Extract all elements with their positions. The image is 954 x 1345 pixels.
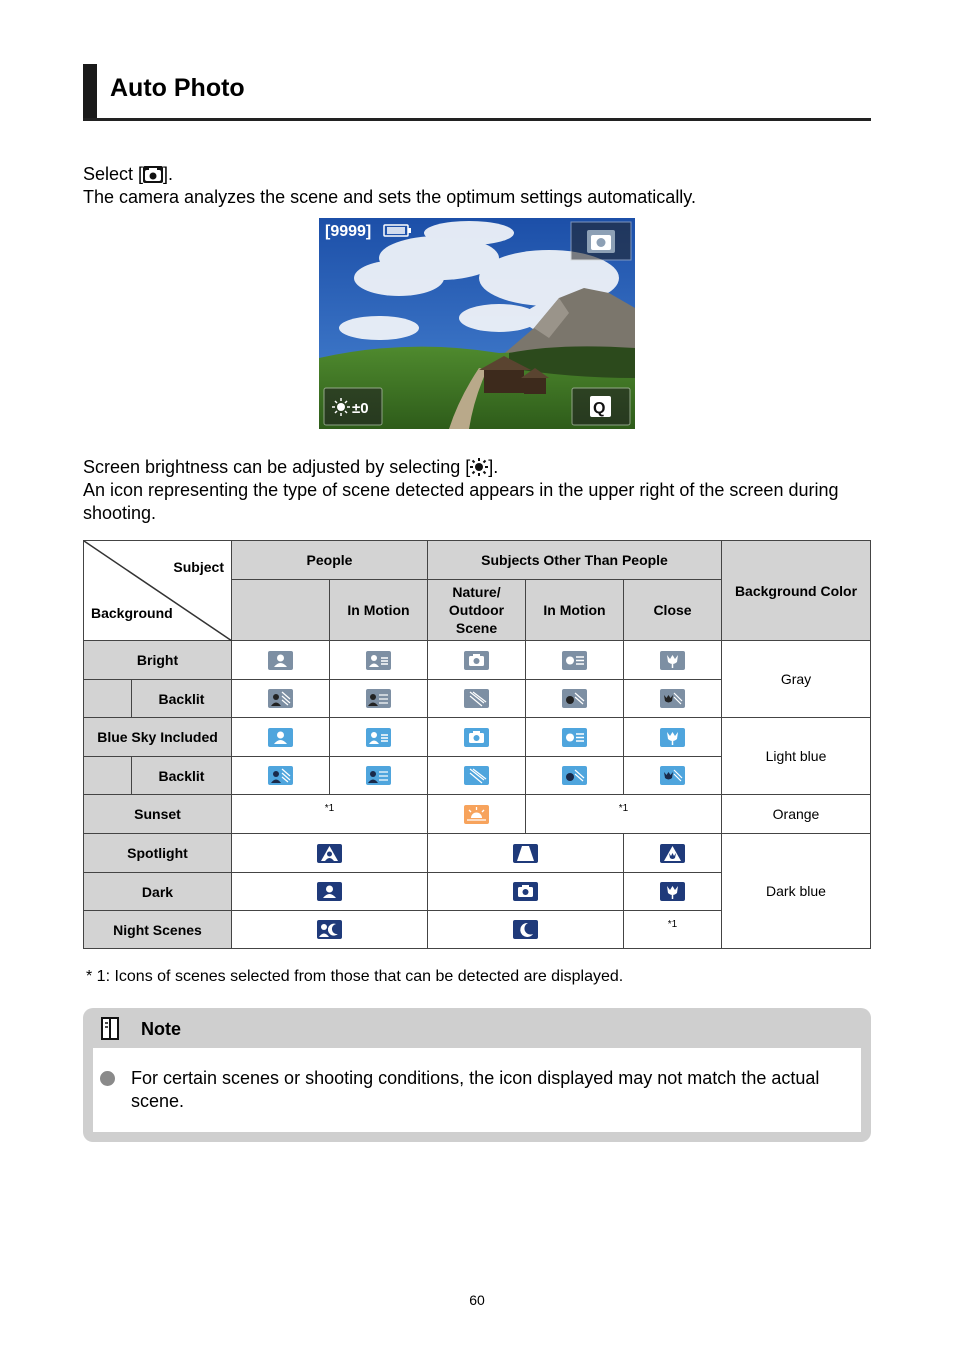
col-close: Close [624, 580, 722, 641]
object-motion-backlit-icon [562, 689, 587, 708]
bgcolor-dark-blue: Dark blue [722, 834, 871, 949]
page-number: 60 [469, 1292, 485, 1308]
macro-flower-icon [660, 728, 685, 747]
portrait-icon [268, 728, 293, 747]
portrait-motion-backlit-icon [366, 689, 391, 708]
portrait-backlit-icon [268, 766, 293, 785]
note-title: Note [141, 1019, 181, 1039]
macro-backlit-icon [660, 766, 685, 785]
intro-description: The camera analyzes the scene and sets the optimum settings automatically. [83, 187, 696, 207]
brightness-instruction [83, 456, 498, 479]
select-prefix: Select [ [83, 164, 144, 184]
select-instruction [83, 163, 173, 186]
row-bright-spacer [84, 680, 132, 718]
object-motion-icon [562, 651, 587, 670]
corner-background-label: Background [91, 605, 173, 621]
row-blue-sky: Blue Sky Included [84, 718, 232, 757]
col-other-subjects: Subjects Other Than People [428, 541, 722, 580]
col-people-still [232, 580, 330, 641]
brightness-prefix: Screen brightness can be adjusted by selecting [ [83, 457, 471, 477]
sunset-others-cell [526, 795, 722, 834]
col-background-color: Background Color [722, 541, 871, 641]
select-suffix: ]. [163, 164, 174, 184]
col-nature-scene: Nature/ Outdoor Scene [428, 580, 526, 641]
portrait-motion-icon [366, 651, 391, 670]
portrait-icon [268, 651, 293, 670]
row-night-scenes: Night Scenes [84, 911, 232, 949]
dark-portrait-icon [317, 882, 342, 901]
night-scene-icon [513, 920, 538, 939]
shots-remaining: [9999] [325, 223, 372, 240]
camera-scene-icon [464, 728, 489, 747]
row-bright: Bright [84, 641, 232, 680]
spotlight-icon [513, 844, 538, 863]
corner-subject-label: Subject [173, 559, 224, 575]
row-dark: Dark [84, 873, 232, 911]
dark-macro-icon [660, 882, 685, 901]
object-motion-icon [562, 728, 587, 747]
quick-label: Q [593, 400, 606, 417]
brightness-button[interactable] [324, 388, 382, 425]
camera-scene-icon [464, 651, 489, 670]
scene-icon-description: An icon representing the type of scene detected appears in the upper right of the screen during shooting. [83, 480, 839, 523]
macro-flower-icon [660, 651, 685, 670]
spotlight-portrait-icon [317, 844, 342, 863]
title-divider [83, 118, 871, 121]
portrait-motion-icon [366, 728, 391, 747]
quick-control-button[interactable] [572, 388, 630, 425]
row-sunset: Sunset [84, 795, 232, 834]
camera-screen-image [319, 218, 635, 429]
night-portrait-icon [317, 920, 342, 939]
macro-backlit-icon [660, 689, 685, 708]
sunset-people-cell [232, 795, 428, 834]
spotlight-macro-icon [660, 844, 685, 863]
scene-detection-table [83, 540, 871, 949]
object-motion-backlit-icon [562, 766, 587, 785]
row-spotlight: Spotlight [84, 834, 232, 873]
camera-icon [143, 166, 163, 183]
brightness-suffix: ]. [488, 457, 499, 477]
table-corner [84, 541, 232, 641]
footnote-mark: *1 [667, 918, 678, 930]
note-icon [100, 1017, 122, 1041]
portrait-backlit-icon [268, 689, 293, 708]
bgcolor-orange: Orange [722, 795, 871, 834]
scene-icon-box [571, 222, 631, 260]
scene-backlit-icon [464, 689, 489, 708]
sunset-icon [464, 805, 489, 824]
brightness-icon [470, 458, 488, 476]
bgcolor-light-blue: Light blue [722, 718, 871, 795]
dark-camera-icon [513, 882, 538, 901]
note-text: For certain scenes or shooting conditions, the icon displayed may not match the actual scene. [131, 1068, 820, 1111]
bgcolor-gray: Gray [722, 641, 871, 718]
page-title: Auto Photo [110, 74, 245, 102]
portrait-motion-backlit-icon [366, 766, 391, 785]
row-blue-sky-backlit: Backlit [132, 757, 232, 795]
title-marker [83, 64, 97, 120]
row-bright-backlit: Backlit [132, 680, 232, 718]
footnote-mark: *1 [324, 803, 335, 814]
scene-backlit-icon [464, 766, 489, 785]
col-people-motion: In Motion [330, 580, 428, 641]
exposure-value: ±0 [352, 400, 369, 417]
night-close-cell [624, 911, 722, 949]
footnote-mark: *1 [618, 803, 629, 814]
col-others-motion: In Motion [526, 580, 624, 641]
footnote: * 1: Icons of scenes selected from those that can be detected are displayed. [86, 968, 624, 985]
bullet-icon [100, 1071, 115, 1086]
col-people: People [232, 541, 428, 580]
row-blue-sky-spacer [84, 757, 132, 795]
